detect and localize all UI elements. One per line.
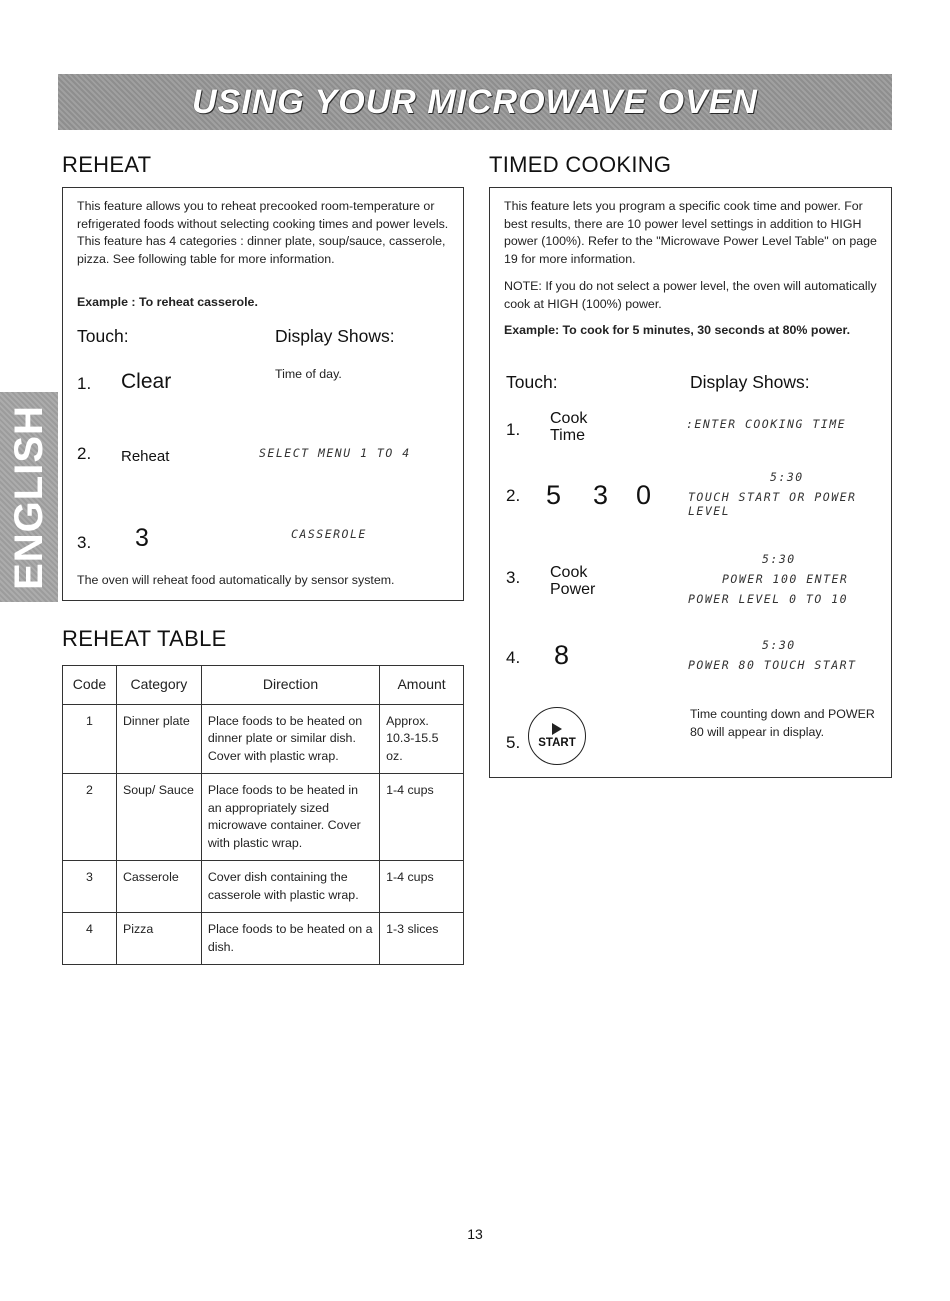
start-label: START <box>538 737 576 749</box>
amount-cell: 1-4 cups <box>380 861 464 913</box>
timed-intro: This feature lets you program a specific cook time and power. For best results, there are 10 power level settings in addition to HIGH power (100%). Refer to the "Microwave Power Level Table" on page 19 for more information. <box>504 199 877 266</box>
timed-display-value: POWER 100 ENTER <box>722 572 849 586</box>
timed-display-value: POWER LEVEL 0 TO 10 <box>688 592 849 606</box>
reheat-step-number: 3. <box>77 533 92 552</box>
reheat-table <box>62 665 464 965</box>
timed-cooking-heading: TIMED COOKING <box>489 152 672 177</box>
table-row <box>63 704 464 774</box>
start-button[interactable] <box>528 707 586 765</box>
page-banner <box>58 74 892 130</box>
category-cell: Soup/ Sauce <box>116 774 201 861</box>
timed-display-value: 5:30 <box>762 638 796 652</box>
reheat-display-value: SELECT MENU 1 TO 4 <box>259 446 411 460</box>
direction-cell: Place foods to be heated in an appropriately sized microwave container. Cover with plastic wrap. <box>201 774 379 861</box>
timed-display-value: TOUCH START OR POWER LEVEL <box>688 490 857 518</box>
amount-cell: Approx. 10.3-15.5 oz. <box>380 704 464 774</box>
category-cell: Pizza <box>116 913 201 965</box>
direction-cell: Place foods to be heated on a dish. <box>201 913 379 965</box>
reheat-intro: This feature allows you to reheat precooked room-temperature or refrigerated foods without selecting cooking times and power levels. This feature has 4 categories : dinner plate, soup/sauce, casserole, pizza. See following table for more information. <box>77 199 449 266</box>
timed-display-value: 5:30 <box>770 470 804 484</box>
play-icon <box>552 723 562 735</box>
reheat-key: Reheat <box>121 448 170 465</box>
reheat-footer: The oven will reheat food automatically by sensor system. <box>77 573 395 587</box>
reheat-display-label: Display Shows: <box>275 326 395 346</box>
code-cell: 1 <box>63 704 117 774</box>
code-cell: 3 <box>63 861 117 913</box>
timed-step-number: 5. <box>506 733 521 752</box>
timed-display-value: Time counting down and POWER 80 will appear in display. <box>690 707 875 739</box>
number-key: 3 <box>135 524 149 552</box>
number-key: 3 <box>593 480 609 510</box>
reheat-touch-label: Touch: <box>77 326 129 346</box>
amount-cell: 1-3 slices <box>380 913 464 965</box>
direction-cell: Place foods to be heated on dinner plate or similar dish. Cover with plastic wrap. <box>201 704 379 774</box>
key-label: Cook <box>550 564 588 581</box>
reheat-display-value: CASSEROLE <box>291 527 367 541</box>
code-cell: 2 <box>63 774 117 861</box>
direction-cell: Cover dish containing the casserole with plastic wrap. <box>201 861 379 913</box>
key-label: Time <box>550 427 585 444</box>
timed-cooking-box <box>489 187 892 778</box>
code-cell: 4 <box>63 913 117 965</box>
timed-example: Example: To cook for 5 minutes, 30 seconds at 80% power. <box>504 323 851 337</box>
timed-display-value: POWER 80 TOUCH START <box>688 658 857 672</box>
timed-step-number: 4. <box>506 648 521 667</box>
table-header: Direction <box>201 666 379 705</box>
reheat-heading: REHEAT <box>62 152 152 177</box>
category-cell: Dinner plate <box>116 704 201 774</box>
clear-key: Clear <box>121 370 172 393</box>
category-cell: Casserole <box>116 861 201 913</box>
table-row <box>63 861 464 913</box>
number-key: 8 <box>554 640 570 670</box>
key-label: Cook <box>550 410 588 427</box>
timed-note <box>504 278 882 313</box>
timed-step-number: 1. <box>506 420 521 439</box>
reheat-step-number: 1. <box>77 374 92 393</box>
timed-display-label: Display Shows: <box>690 372 810 392</box>
timed-display-value: :ENTER COOKING TIME <box>686 417 847 431</box>
banner-title: USING YOUR MICROWAVE OVEN <box>192 82 758 121</box>
table-header: Category <box>116 666 201 705</box>
reheat-example: Example : To reheat casserole. <box>77 295 258 309</box>
note-label: NOTE: <box>504 279 542 293</box>
timed-touch-label: Touch: <box>506 372 558 392</box>
language-label: ENGLISH <box>6 404 51 590</box>
timed-step-number: 3. <box>506 568 521 587</box>
reheat-display-value: Time of day. <box>275 367 342 381</box>
cook-time-key <box>550 410 587 444</box>
reheat-step-number: 2. <box>77 444 92 463</box>
table-row <box>63 774 464 861</box>
reheat-box <box>62 187 464 601</box>
page-number: 13 <box>467 1226 483 1242</box>
timed-step-number: 2. <box>506 486 521 505</box>
language-tab <box>0 392 58 602</box>
table-header: Amount <box>380 666 464 705</box>
number-key: 5 <box>546 480 562 510</box>
timed-display-value: 5:30 <box>762 552 796 566</box>
cook-power-key <box>550 564 595 598</box>
table-row <box>63 913 464 965</box>
note-text: If you do not select a power level, the oven will automatically cook at HIGH (100%) power. <box>504 279 877 311</box>
number-key: 0 <box>636 480 652 510</box>
reheat-table-heading: REHEAT TABLE <box>62 626 227 651</box>
amount-cell: 1-4 cups <box>380 774 464 861</box>
key-label: Power <box>550 581 596 598</box>
table-header: Code <box>63 666 117 705</box>
